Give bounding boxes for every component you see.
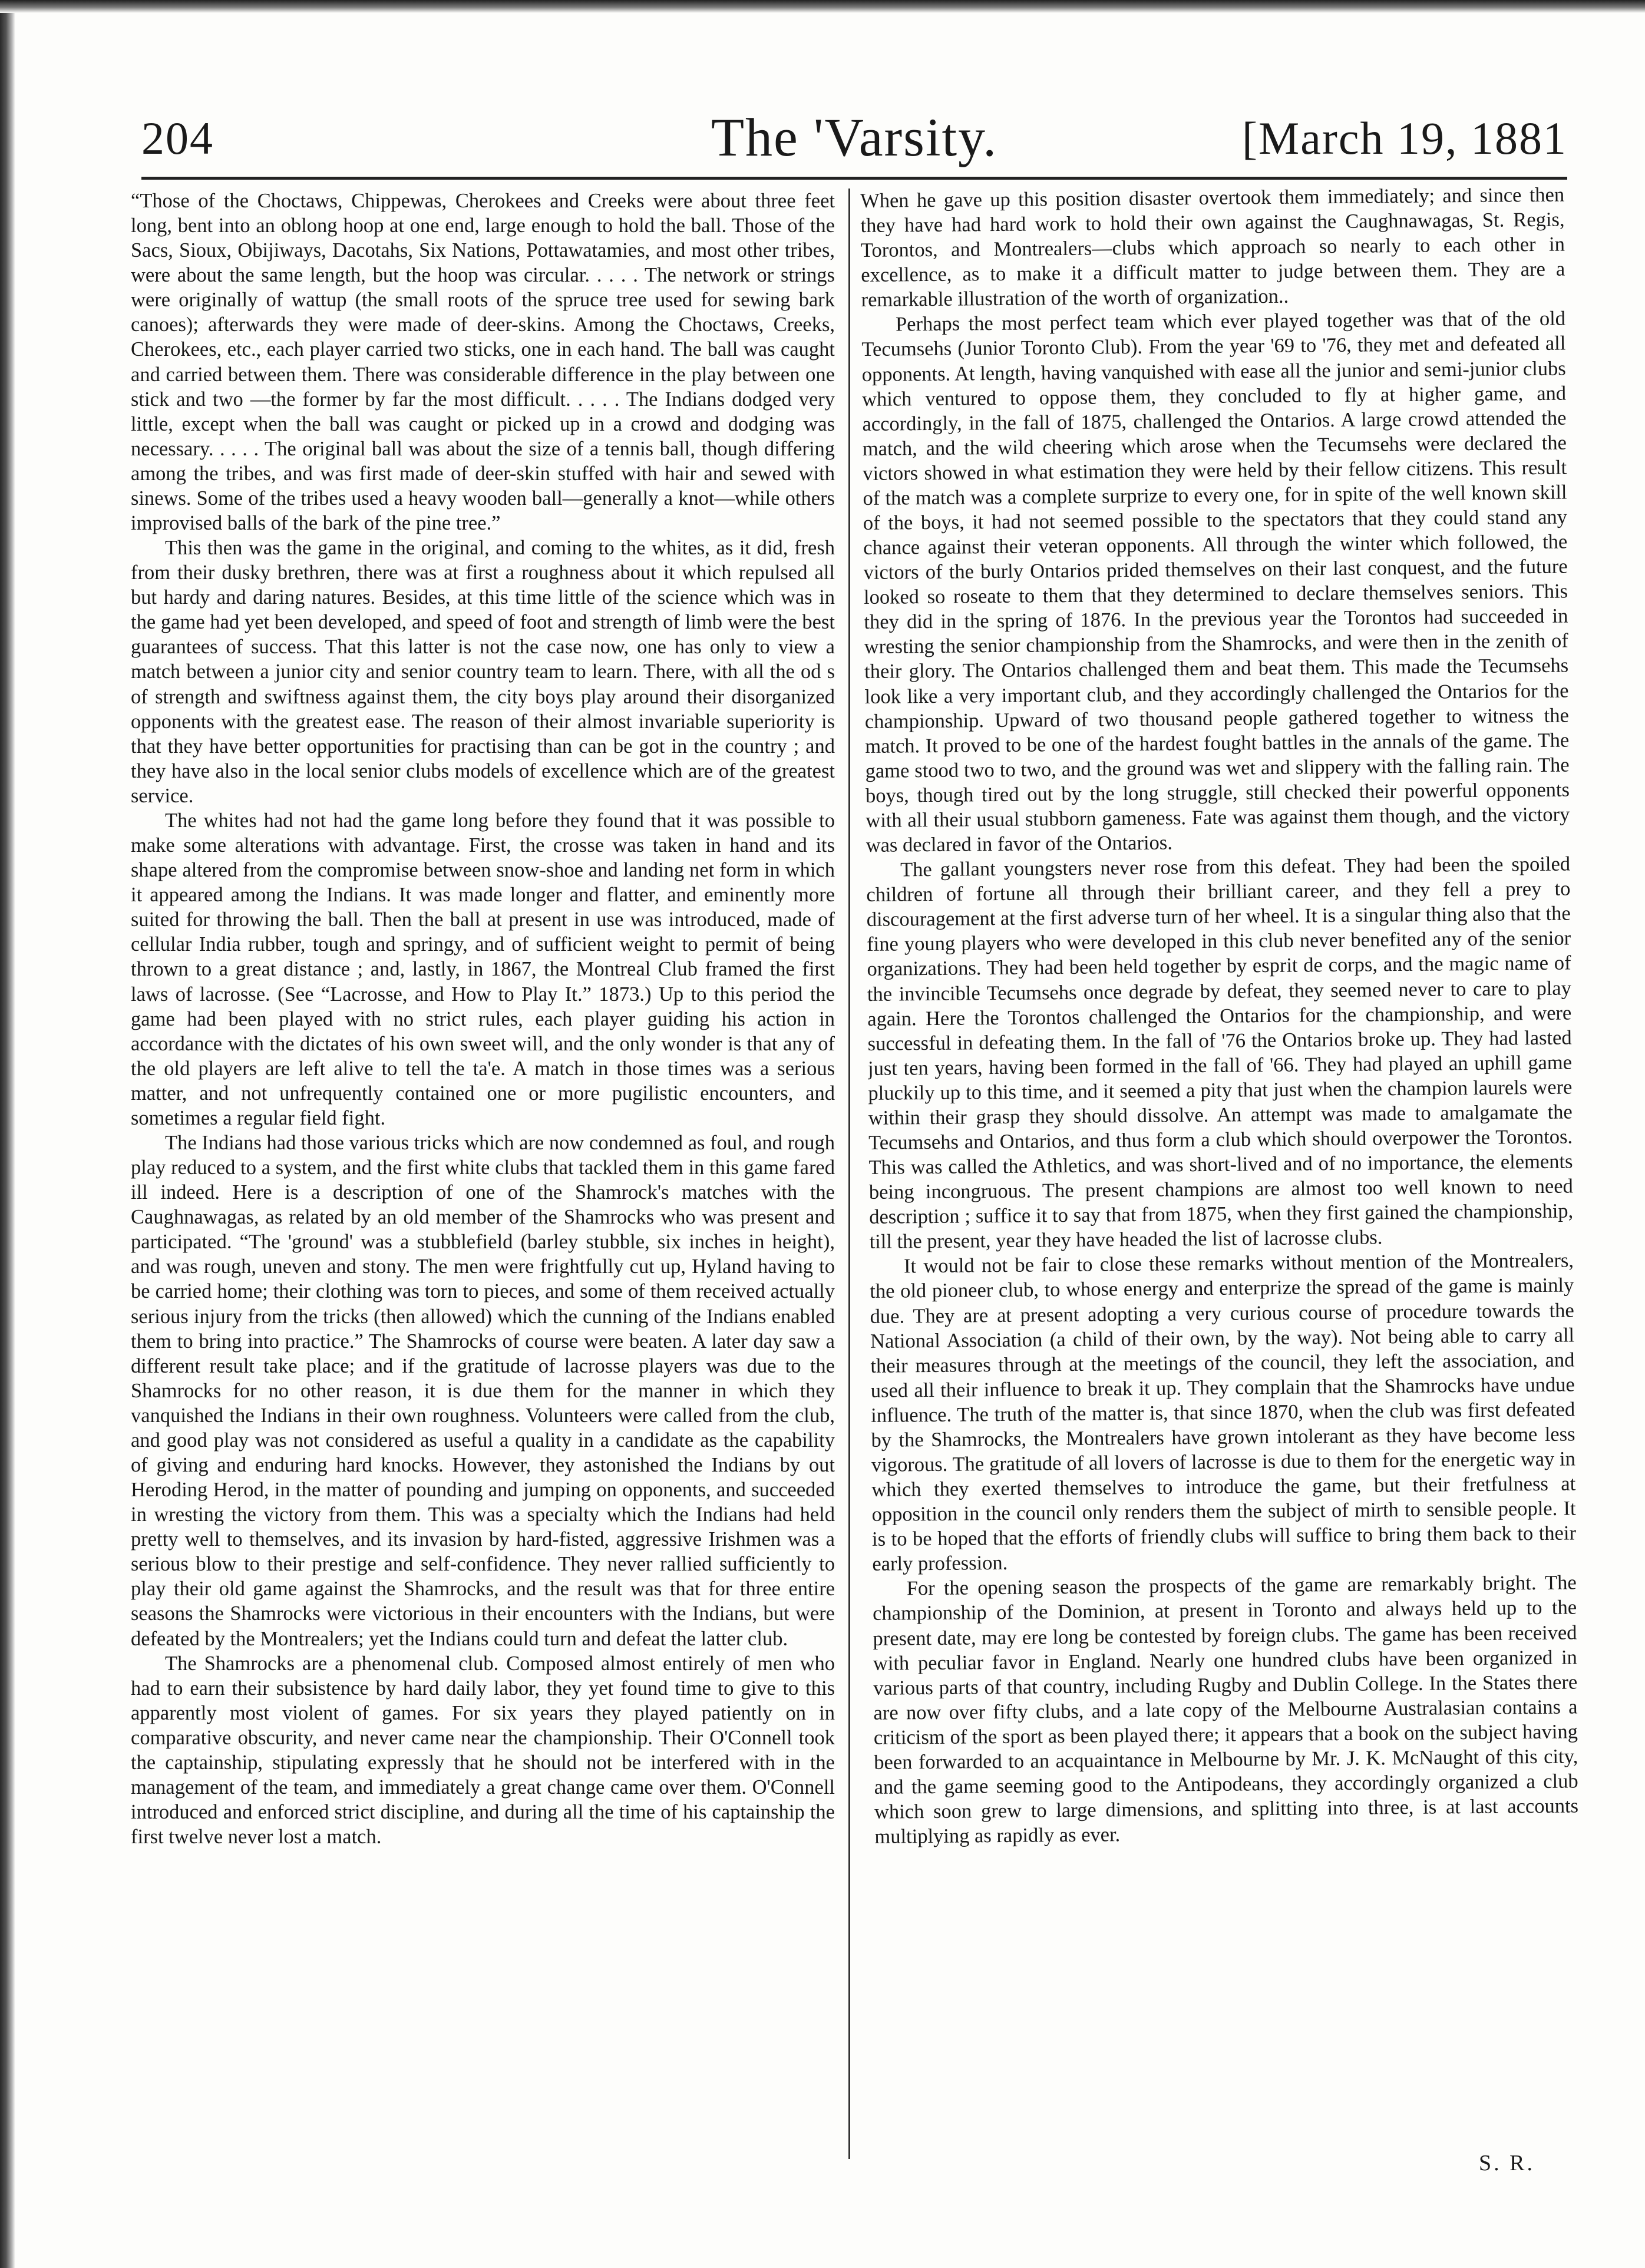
- paragraph: The whites had not had the game long before they found that it was possible to make some alterations with advantage. First, the crosse was taken in hand and its shape altered from the compromise between snow-shoe and landing net form in which it appeared among the Indians. It was made longer and flatter, and eminently more suited for throwing the ball. Then the ball at present in use was introduced, made of cellular India rubber, tough and springy, and of sufficient weight to permit of being thrown to a great distance ; and, lastly, in 1867, the Montreal Club framed the first laws of lacrosse. (See “Lacrosse, and How to Play It.” 1873.) Up to this period the game had been played with no strict rules, each player guiding his action in accordance with the dictates of his own sweet will, and the only wonder is that any of the old players are left alive to tell the ta'e. A match in those times was a serious matter, and not unfrequently contained one or more pugilistic encounters, and sometimes a regular field fight.: [131, 809, 835, 1129]
- page-header: [141, 106, 1567, 177]
- paragraph: When he gave up this position disaster overtook them immediately; and since then they have had hard work to hold their own against the Caughnawagas, St. Regis, Torontos, and Montrealers—clubs which approach so nearly to each other in excellence, as to make it a difficult matter to judge between them. They are a remarkable illustration of the worth of organization..: [860, 183, 1565, 312]
- paragraph: Perhaps the most perfect team which ever played together was that of the old Tecumsehs (Junior Toronto Club). From the year '69 to '76, they met and defeated all opponents. At length, having vanquished with ease all the junior and semi-junior clubs which ventured to oppose them, they concluded to fly at higher game, and accordingly, in the fall of 1875, challenged the Ontarios. A large crowd attended the match, and the wild cheering which arose when the Tecumsehs were declared the victors showed in what estimation they were held by their fellow citizens. This result of the match was a complete surprize to every one, for in spite of the well known skill of the boys, it had not seemed possible to the spectators that they could stand any chance against their veteran opponents. All through the winter which followed, the victors of the burly Ontarios prided themselves on their last conquest, and the future looked so roseate to them that they determined to declare themselves seniors. This they did in the spring of 1876. In the previous year the Torontos had succeeded in wresting the senior championship from the Shamrocks, and were then in the zenith of their glory. The Ontarios challenged them and beat them. This made the Tecumsehs look like a very important club, and they accordingly challenged the Ontarios for the championship. Upward of two thousand people gathered together to witness the match. It proved to be one of the hardest fought battles in the annals of the game. The game stood two to two, and the ground was wet and slippery with the falling rain. The boys, though tired out by the long struggle, still checked their powerful opponents with all their usual stubborn gameness. Fate was against them though, and the victory was declared in favor of the Ontarios.: [861, 307, 1570, 857]
- header-rule: [141, 177, 1567, 180]
- paragraph: The Shamrocks are a phenomenal club. Composed almost entirely of men who had to earn their subsistence by hard daily labor, they yet found time to give to this apparently most violent of games. For six years they played patiently on in comparative obscurity, and never came near the championship. Their O'Connell took the captainship, stipulating expressly that he should not be interfered with in the management of the team, and immediately a great change came over them. O'Connell introduced and enforced strict discipline, and during all the time of his captainship the first twelve never lost a match.: [131, 1652, 835, 1849]
- right-column: [860, 183, 1581, 2168]
- issue-date: [March 19, 1881: [1241, 113, 1567, 164]
- page-top-shadow: [0, 0, 1645, 13]
- paragraph: This then was the game in the original, and coming to the whites, as it did, fresh from their dusky brethren, there was at first a roughness about it which repulsed all but hardy and daring natures. Besides, at this time little of the science which was in the game had yet been developed, and speed of foot and strength of limb were the best guarantees of success. That this latter is not the case now, one has only to view a match between a junior city and senior country team to learn. There, with all the od s of strength and swiftness against them, the city boys play around their disorganized opponents with the greatest ease. The reason of their almost invariable superiority is that they have better opportunities for practising than can be got in the country ; and they have also in the local senior clubs models of excellence which are of the greatest service.: [131, 537, 835, 807]
- paragraph: For the opening season the prospects of the game are remarkably bright. The championship of the Dominion, at present in Toronto and always held up to the present date, may ere long be contested by foreign clubs. The game has been received with peculiar favor in England. Nearly one hundred clubs have been organized in various parts of that country, including Rugby and Dublin College. In the States there are now over fifty clubs, and a late copy of the Melbourne Australasian contains a criticism of the sport as been played there; it appears that a book on the subject having been forwarded to an acquaintance in Melbourne by Mr. J. K. McNaught of this city, and the game seeming good to the Antipodeans, they accordingly organized a club which soon grew to large dimensions, and splitting into three, is at last accounts multiplying as rapidly as ever.: [872, 1571, 1579, 1849]
- left-column: [131, 189, 835, 2168]
- paragraph: The Indians had those various tricks which are now condemned as foul, and rough play reduced to a system, and the first white clubs that tackled them in this game fared ill indeed. Here is a description of one of the Shamrock's matches with the Caughnawagas, as related by an old member of the Shamrocks who was present and participated. “The 'ground' was a stubblefield (barley stubble, six inches in height), and was rough, uneven and stony. The men were frightfully cut up, Hyland having to be carried home; their clothing was torn to pieces, and some of them received actually serious injury from the tricks (then allowed) which the cunning of the Indians enabled them to bring into practice.” The Shamrocks of course were beaten. A later day saw a different result take place; and if the gratitude of lacrosse players was due to the Shamrocks for no other reason, it is due them for the manner in which they vanquished the Indians in their own roughness. Volunteers were called from the club, and good play was not considered as useful a quality in a candidate as the capability of giving and enduring hard knocks. However, they astonished the Indians by out Heroding Herod, in the matter of pounding and jumping on opponents, and succeeded in wresting the victory from them. This was a specialty which the Indians had held pretty well to themselves, and its invasion by hard-fisted, aggressive Irishmen was a serious blow to their prestige and self-confidence. They never rallied sufficiently to play their old game against the Shamrocks, and the result was that for three entire seasons the Shamrocks were victorious in their encounters with the Indians, but were defeated by the Montrealers; yet the Indians could turn and defeat the latter club.: [131, 1131, 835, 1650]
- author-signature: S. R.: [1479, 2151, 1535, 2176]
- paragraph: The gallant youngsters never rose from this defeat. They had been the spoiled children of fortune all through their brilliant career, and they fell a prey to discouragement at the first adverse turn of her wheel. It is a singular thing also that the fine young players who were developed in this club never benefited any of the senior organizations. They had been held together by esprit de corps, and the magic name of the invincible Tecumsehs once degrade by defeat, they seemed never to care to play again. Here the Torontos challenged the Ontarios for the championship, and were successful in defeating them. In the fall of '76 the Ontarios broke up. They had lasted just ten years, having been formed in the fall of '66. They had played an uphill game pluckily up to this time, and it seemed a pity that just when the champion laurels were within their grasp they should dissolve. An attempt was made to amalgamate the Tecumsehs and Ontarios, and thus form a club which should overpower the Torontos. This was called the Athletics, and was short-lived and of no importance, the elements being incongruous. The present champions are almost too well known to need description ; suffice it to say that from 1875, when they first gained the championship, till the present, year they have headed the list of lacrosse clubs.: [866, 852, 1574, 1254]
- masthead-title: The 'Varsity.: [711, 107, 998, 167]
- paragraph: “Those of the Choctaws, Chippewas, Cherokees and Creeks were about three feet long, bent into an oblong hoop at one end, large enough to hold the ball. Those of the Sacs, Sioux, Obijiways, Dacotahs, Six Nations, Pottawatamies, and most other tribes, were about the same length, but the hoop was circular. . . . . The network or strings were originally of wattup (the small roots of the spruce tree used for sewing bark canoes); afterwards they were made of deer-skins. Among the Choctaws, Creeks, Cherokees, etc., each player carried two sticks, one in each hand. The ball was caught and carried between them. There was considerable difference in the play between one stick and two —the former by far the most difficult. . . . . The Indians dodged very little, except when the ball was caught or picked up in a crowd and dodging was necessary. . . . . The original ball was about the size of a tennis ball, though differing among the tribes, and was first made of deer-skin stuffed with hair and sewed with sinews. Some of the tribes used a heavy wooden ball—generally a knot—while others improvised balls of the bark of the pine tree.”: [131, 190, 835, 535]
- column-divider: [848, 189, 850, 2159]
- page-edge-shadow: [0, 0, 15, 2268]
- paragraph: It would not be fair to close these remarks without mention of the Montrealers, the old pioneer club, to whose energy and enterprize the spread of the game is mainly due. They are at present adopting a very curious course of procedure towards the National Association (a child of their own, by the way). Not being able to carry all their measures through at the meetings of the council, they left the association, and used all their influence to break it up. They complain that the Shamrocks have undue influence. The truth of the matter is, that since 1870, when the club was first defeated by the Shamrocks, the Montrealers have grown intolerant as they have become less vigorous. The gratitude of all lovers of lacrosse is due to them for the energetic way in which they exerted themselves to introduce the game, but their fretfulness at opposition in the council only renders them the subject of mirth to sensible people. It is to be hoped that the efforts of friendly clubs will suffice to bring them back to their early profession.: [870, 1249, 1577, 1576]
- page-number: 204: [141, 113, 214, 164]
